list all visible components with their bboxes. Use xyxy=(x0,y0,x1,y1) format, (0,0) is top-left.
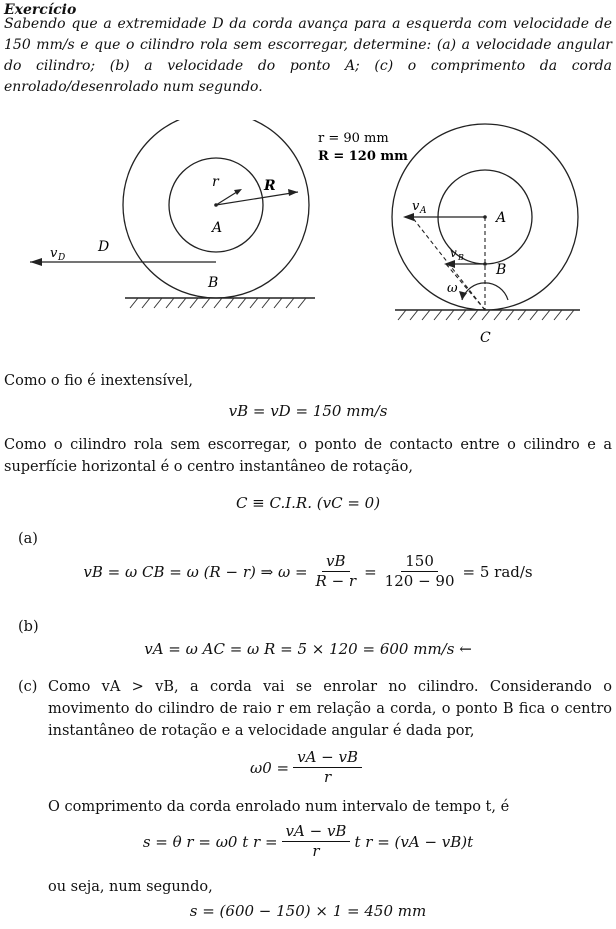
fraction-150-over-30 xyxy=(381,552,459,591)
arrowhead-r xyxy=(234,189,242,195)
problem-statement: Sabendo que a extremidade D da corda avança para a esquerda com velocidade de 150 mm/s e que o cilindro rola sem escorregar, determine: (a) a velocidade angular do cilindro; (b) a velocidade do ponto A; (c) o comprimento da corda enrolado/desenrolado num segundo. xyxy=(4,16,612,95)
paragraph-one-second: ou seja, num segundo, xyxy=(48,879,213,895)
label-B-left: B xyxy=(208,275,219,291)
arrowhead-R xyxy=(288,189,298,196)
vB-arrowhead xyxy=(444,260,455,268)
radius-R-arrow xyxy=(216,192,298,205)
frac1-den: R − r xyxy=(315,572,357,590)
frac2-den: 120 − 90 xyxy=(384,572,455,590)
frac1-num: vB xyxy=(322,552,350,572)
label-vB-sub: B xyxy=(458,253,464,262)
fraction-vB-over-R-minus-r xyxy=(312,552,361,591)
label-vA-sub: A xyxy=(420,206,427,216)
label-A-left: A xyxy=(212,220,223,236)
label-D: D xyxy=(98,239,110,255)
part-b-label: (b) xyxy=(18,619,39,635)
equation-omega0 xyxy=(0,748,616,787)
eq-c2-num: vA − vB xyxy=(282,822,351,842)
label-vB: v xyxy=(450,246,457,260)
label-omega: ω xyxy=(447,281,458,296)
label-vA: v xyxy=(412,199,420,214)
eq-c1-den: r xyxy=(323,768,332,786)
equation-final: s = (600 − 150) × 1 = 450 mm xyxy=(189,902,427,920)
eq-a-left: vB = ω CB = ω (R − r) ⇒ ω = xyxy=(83,562,308,581)
label-r: r xyxy=(212,174,219,190)
equation-vB-vD: vB = vD = 150 mm/s xyxy=(228,402,388,420)
paragraph-length: O comprimento da corda enrolado num intervalo de tempo t, é xyxy=(48,799,510,815)
equation-CIR: C ≡ C.I.R. (vC = 0) xyxy=(235,494,381,512)
eq-a-equals: = xyxy=(364,562,377,581)
equation-s xyxy=(0,822,616,861)
equation-part-b: vA = ω AC = ω R = 5 × 120 = 600 mm/s ← xyxy=(144,640,472,658)
eq-c2-den: r xyxy=(312,842,320,860)
label-R: R xyxy=(264,178,276,194)
frac2-num: 150 xyxy=(401,552,438,572)
label-A-right: A xyxy=(496,210,507,226)
figure xyxy=(0,120,616,350)
outer-circle-left xyxy=(123,120,309,298)
ground-hatch-right xyxy=(398,310,574,320)
eq-c1-num: vA − vB xyxy=(293,748,362,768)
eq-c2-right: t r = (vA − vB)t xyxy=(354,832,474,851)
exercise-title: Exercício xyxy=(4,2,77,18)
paragraph-inextensible: Como o fio é inextensível, xyxy=(4,373,194,389)
label-C: C xyxy=(480,330,491,346)
part-c-label: (c) xyxy=(18,679,38,695)
r-value: r = 90 mm xyxy=(318,131,389,146)
fraction-s xyxy=(282,822,351,861)
label-B-right: B xyxy=(496,262,507,278)
ground-hatch-left xyxy=(130,298,306,308)
R-value: R = 120 mm xyxy=(318,149,408,164)
vA-arrowhead xyxy=(403,213,414,221)
label-vD: v xyxy=(50,246,58,261)
eq-c1-left: ω0 = xyxy=(249,758,290,777)
point-B-right xyxy=(483,262,487,266)
part-a-label: (a) xyxy=(18,531,38,547)
fraction-vA-minus-vB-over-r xyxy=(293,748,362,787)
eq-c2-left: s = θ r = ω0 t r = xyxy=(142,832,278,851)
paragraph-part-c: Como vA > vB, a corda vai se enrolar no cilindro. Considerando o movimento do cilindro de raio r em relação a corda, o ponto B fica o centro instantâneo de rotação e a velocidade angular é dada por, xyxy=(48,679,612,739)
paragraph-rolling: Como o cilindro rola sem escorregar, o ponto de contacto entre o cilindro e a superfície horizontal é o centro instantâneo de rotação, xyxy=(4,437,612,475)
eq-a-result: = 5 rad/s xyxy=(462,562,533,581)
equation-part-a xyxy=(0,552,616,591)
label-vD-sub: D xyxy=(58,253,66,263)
